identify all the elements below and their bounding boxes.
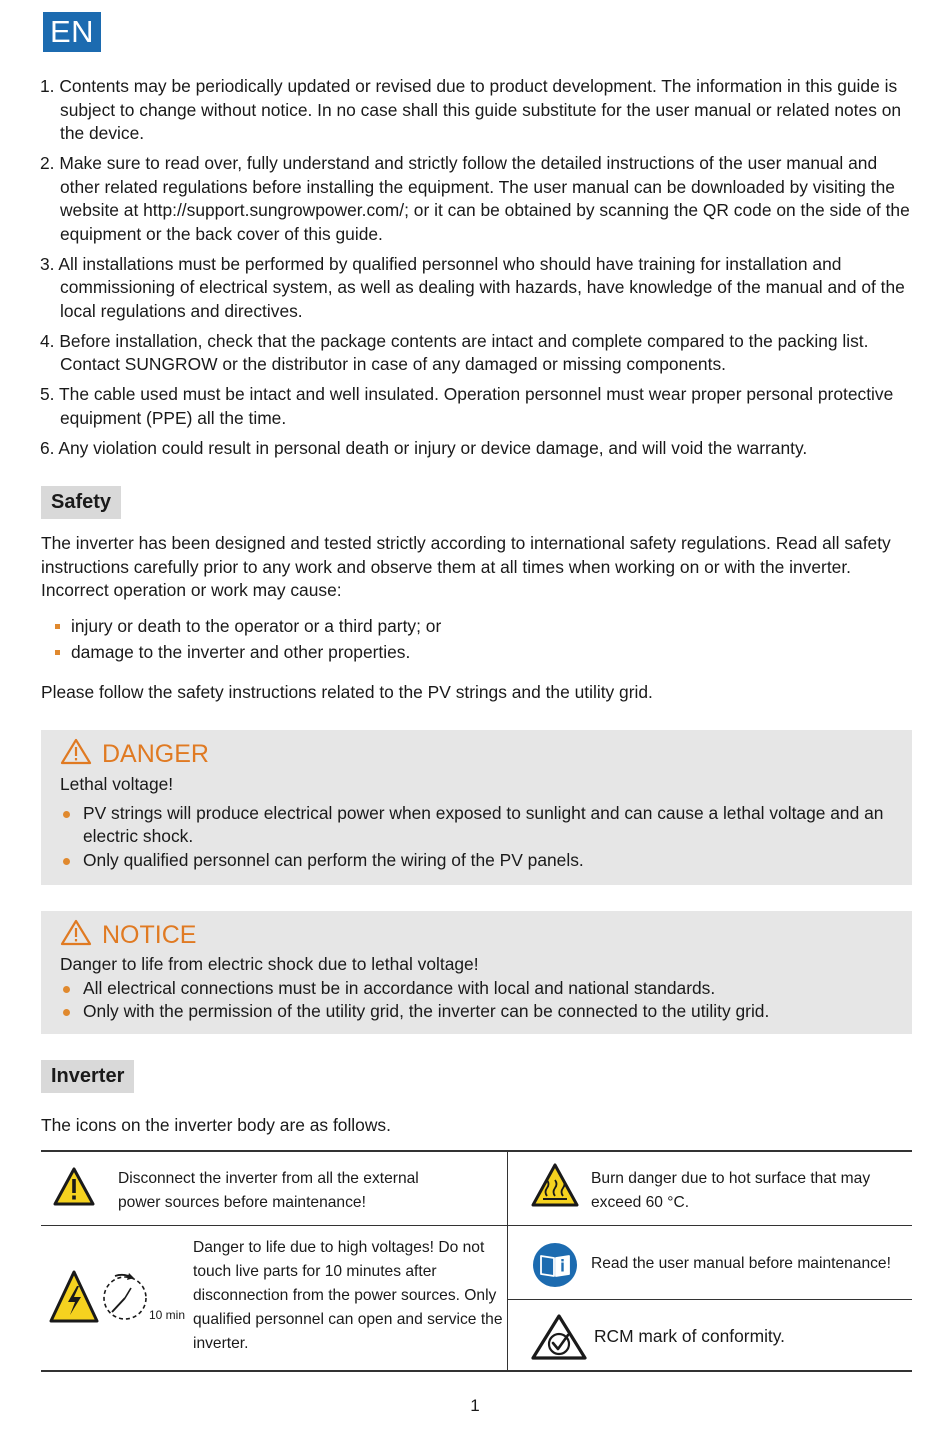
table-rule (41, 1225, 912, 1226)
intro-note-2: 2. Make sure to read over, fully understand and strictly follow the detailed instructions of the user manual and other related regulations before installing the equipment. The user manual can be downloaded by visiting the website at http://support.sungrowpower.com/; or it can be obtained by scanning the QR code on the side of the equipment or the back cover of this guide. (40, 153, 910, 244)
high-voltage-icon (48, 1269, 100, 1330)
danger-title-row (60, 738, 209, 770)
notice-lead: Danger to life from electric shock due to lethal voltage! (60, 954, 479, 974)
danger-item: Only qualified personnel can perform the wiring of the PV panels. (60, 849, 905, 873)
safety-follow-text: Please follow the safety instructions related to the PV strings and the utility grid. (41, 682, 653, 702)
intro-note-4: 4. Before installation, check that the package contents are intact and complete compared to the packing list. Contact SUNGROW or the distributor in case of any damaged or missing components. (40, 330, 869, 374)
notice-item: All electrical connections must be in accordance with local and national standards. (60, 977, 905, 1001)
table-divider (507, 1150, 508, 1371)
safety-cause-item: damage to the inverter and other properties. (55, 639, 441, 665)
hot-surface-icon (530, 1162, 580, 1213)
read-manual-icon (532, 1242, 578, 1293)
table-rule (507, 1299, 912, 1300)
general-warning-icon (52, 1166, 96, 1212)
safety-cause-item: injury or death to the operator or a third party; or (55, 613, 441, 639)
page-number: 1 (470, 1396, 480, 1415)
burn-danger-text: Burn danger due to hot surface that may exceed 60 °C. (591, 1170, 871, 1211)
disconnect-text: Disconnect the inverter from all the external power sources before maintenance! (118, 1170, 419, 1211)
table-rule-top (41, 1150, 912, 1152)
notice-title: NOTICE (102, 920, 197, 949)
notice-item: Only with the permission of the utility grid, the inverter can be connected to the utility grid. (60, 1000, 905, 1024)
inverter-intro: The icons on the inverter body are as follows. (41, 1115, 391, 1135)
safety-intro: The inverter has been designed and tested strictly according to international safety regulations. Read all safety instructions carefully prior to any work and observe them at all times when working on or with the inverter. Incorrect operation or work may cause: (41, 533, 891, 600)
language-badge: EN (43, 12, 101, 52)
inverter-icons-table (41, 1150, 912, 1371)
table-rule-bottom (41, 1370, 912, 1372)
intro-note-1: 1. Contents may be periodically updated or revised due to product development. The information in this guide is subject to change without notice. In no case shall this guide substitute for the user manual or related notes on the device. (40, 76, 902, 143)
intro-notes-list (40, 75, 910, 467)
safety-causes-list (55, 613, 441, 665)
danger-box (41, 730, 912, 885)
safety-heading: Safety (41, 486, 121, 519)
timer-label: 10 min (149, 1308, 186, 1322)
notice-box (41, 911, 912, 1034)
read-manual-text: Read the user manual before maintenance! (591, 1255, 891, 1272)
rcm-text: RCM mark of conformity. (594, 1326, 785, 1346)
rcm-mark-icon (530, 1313, 588, 1366)
intro-note-5: 5. The cable used must be intact and well insulated. Operation personnel must wear proper personal protective equipment (PPE) all the time. (40, 384, 894, 428)
notice-body (60, 953, 905, 1024)
inverter-heading: Inverter (41, 1060, 134, 1093)
intro-note-6: 6. Any violation could result in personal death or injury or device damage, and will void the warranty. (40, 437, 808, 458)
intro-note-3: 3. All installations must be performed by qualified personnel who should have training for installation and commissioning of electrical system, as well as dealing with hazards, have knowledge of the manual and of the local regulations and directives. (40, 253, 905, 321)
warning-triangle-icon (60, 738, 92, 770)
danger-item: PV strings will produce electrical power when exposed to sunlight and can cause a lethal voltage and an electric shock. (60, 802, 905, 849)
high-voltage-text: Danger to life due to high voltages! Do not touch live parts for 10 minutes after disconnection from the power sources. Only qualified personnel can open and service the inverter. (193, 1239, 503, 1352)
warning-triangle-icon (60, 919, 92, 951)
notice-title-row (60, 919, 196, 951)
danger-lead: Lethal voltage! (60, 774, 174, 794)
danger-title: DANGER (102, 739, 209, 768)
timer-icon (101, 1268, 149, 1331)
notice-items (60, 977, 905, 1024)
danger-items (60, 802, 905, 873)
danger-body (60, 773, 905, 872)
